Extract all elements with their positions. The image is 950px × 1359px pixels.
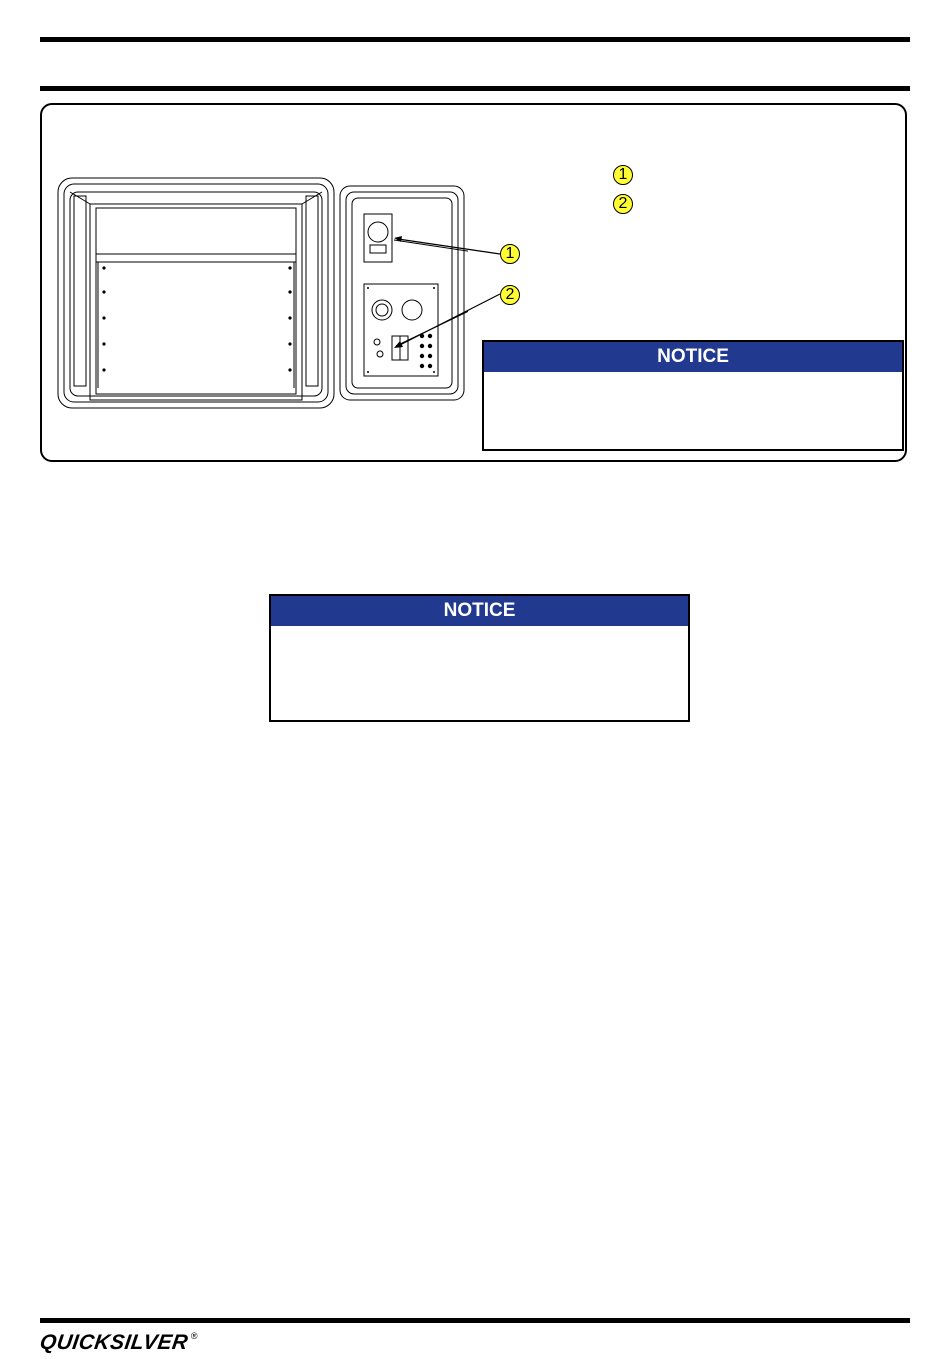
notice-box-body bbox=[269, 594, 690, 722]
quicksilver-logo bbox=[40, 1331, 198, 1359]
figure-callout-1: 1 bbox=[500, 244, 520, 264]
legend-callout-1: 1 bbox=[613, 165, 633, 185]
notice-box-figure bbox=[482, 340, 904, 451]
registered-mark: ® bbox=[190, 1331, 198, 1341]
notice-header: NOTICE bbox=[484, 342, 902, 372]
notice-header: NOTICE bbox=[271, 596, 688, 626]
footer-rule bbox=[40, 1318, 910, 1323]
legend-callout-2: 2 bbox=[613, 194, 633, 214]
logo-text: QUICKSILVER bbox=[38, 1331, 190, 1354]
figure-callout-2: 2 bbox=[500, 285, 520, 305]
